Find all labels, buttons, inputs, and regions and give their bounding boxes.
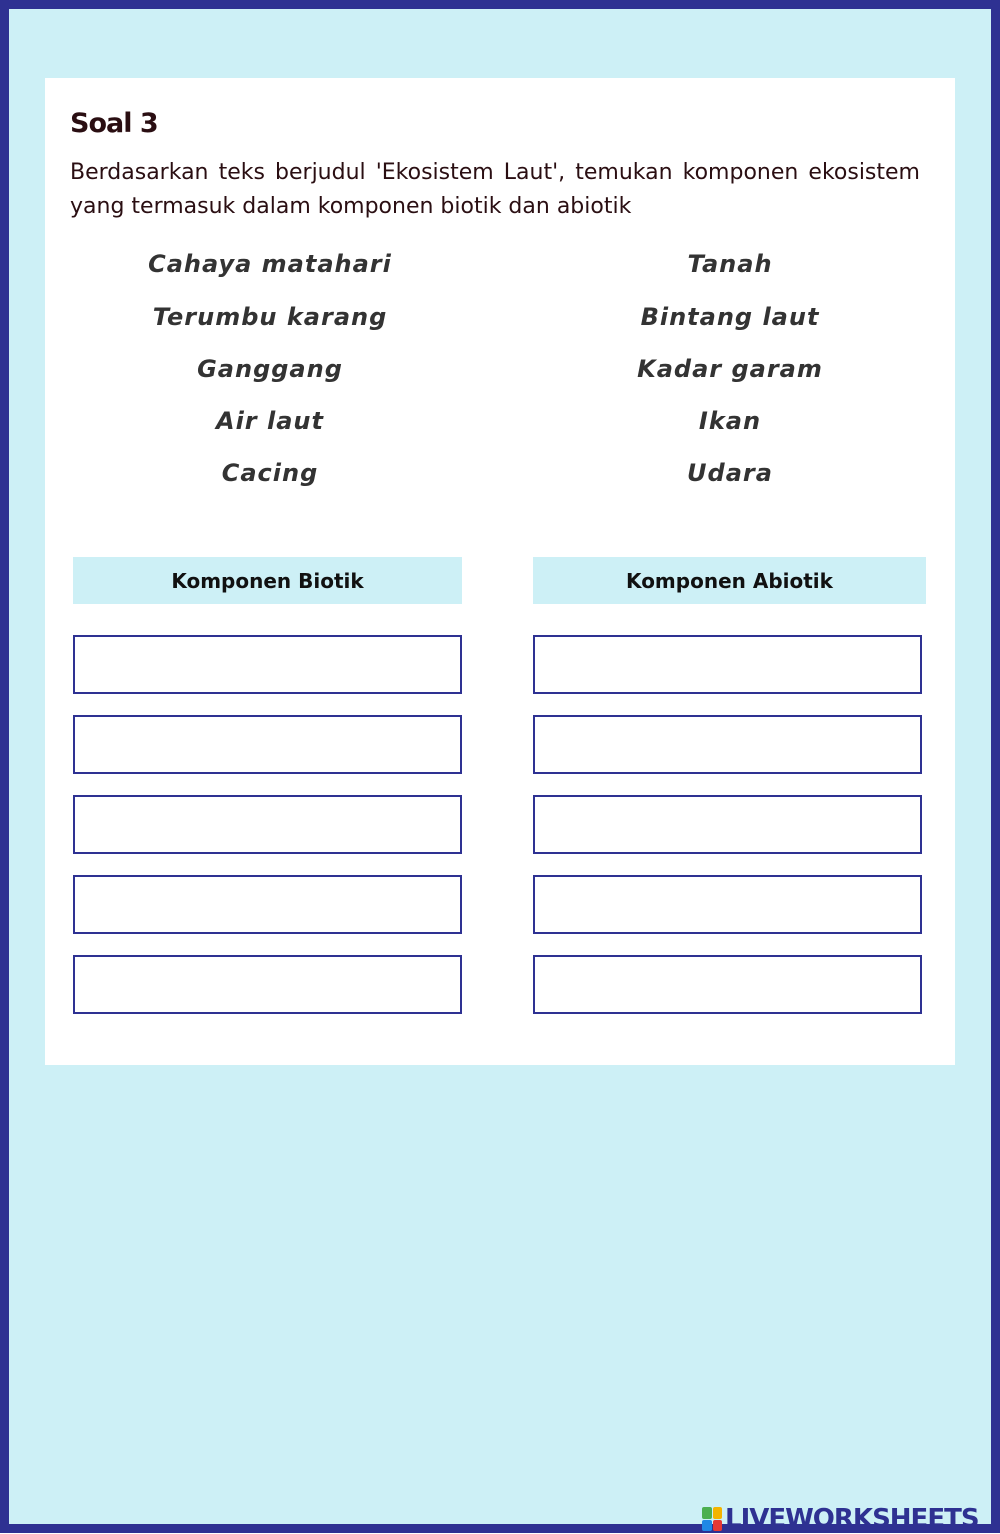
question-card xyxy=(45,78,955,1065)
logo-icon xyxy=(702,1507,722,1531)
word-option[interactable]: Ikan xyxy=(698,407,762,435)
word-option[interactable]: Bintang laut xyxy=(640,303,820,331)
abiotik-column-header: Komponen Abiotik xyxy=(533,557,926,604)
abiotik-drop-slot[interactable] xyxy=(533,795,922,854)
word-option[interactable]: Udara xyxy=(687,459,773,487)
biotik-drop-slot[interactable] xyxy=(73,955,462,1014)
word-option[interactable]: Air laut xyxy=(216,407,324,435)
biotik-drop-slot[interactable] xyxy=(73,795,462,854)
biotik-column-header: Komponen Biotik xyxy=(73,557,462,604)
biotik-drop-slot[interactable] xyxy=(73,635,462,694)
word-option[interactable]: Tanah xyxy=(687,250,773,278)
liveworksheets-logo xyxy=(702,1504,979,1534)
question-title: Soal 3 xyxy=(70,108,158,139)
abiotik-drop-slot[interactable] xyxy=(533,875,922,934)
word-option[interactable]: Ganggang xyxy=(197,355,343,383)
question-instruction: Berdasarkan teks berjudul 'Ekosistem Laut', temukan komponen ekosistem yang termasuk dalam komponen biotik dan abiotik xyxy=(70,160,920,219)
abiotik-drop-slot[interactable] xyxy=(533,715,922,774)
abiotik-drop-slot[interactable] xyxy=(533,955,922,1014)
logo-text: LIVEWORKSHEETS xyxy=(725,1504,979,1534)
abiotik-drop-slot[interactable] xyxy=(533,635,922,694)
biotik-drop-slot[interactable] xyxy=(73,715,462,774)
word-option[interactable]: Cacing xyxy=(221,459,319,487)
word-option[interactable]: Cahaya matahari xyxy=(148,250,392,278)
biotik-drop-slot[interactable] xyxy=(73,875,462,934)
word-option[interactable]: Terumbu karang xyxy=(152,303,388,331)
word-option[interactable]: Kadar garam xyxy=(637,355,823,383)
